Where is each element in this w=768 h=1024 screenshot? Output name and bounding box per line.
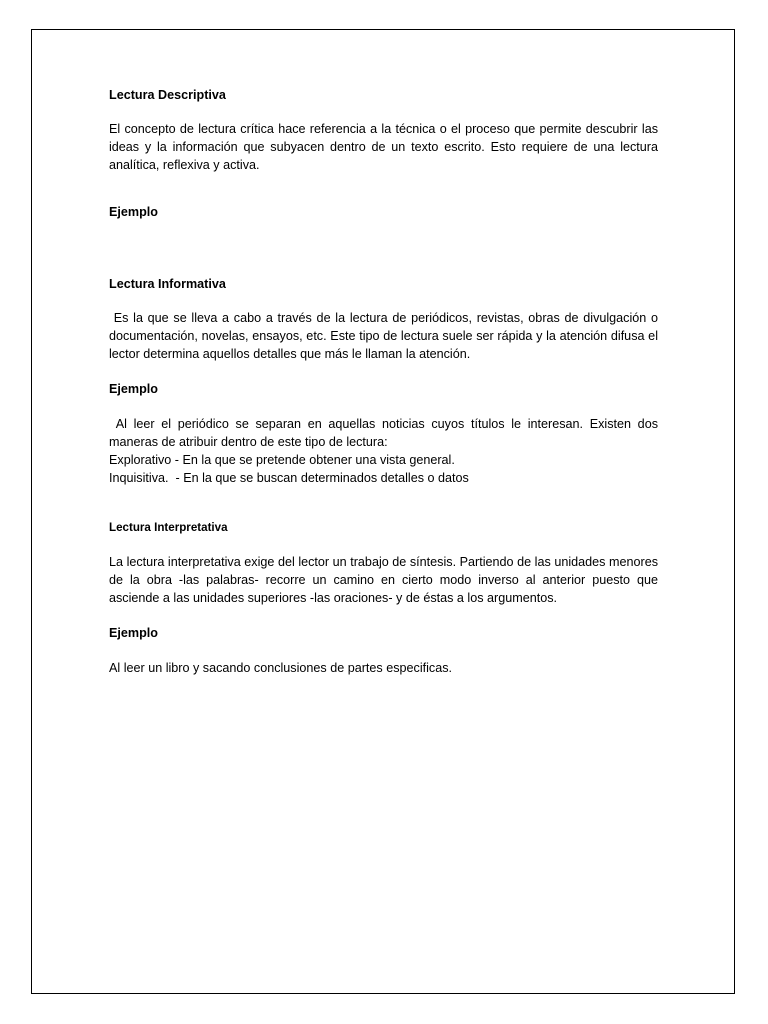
section-heading-descriptiva: Lectura Descriptiva	[109, 88, 226, 102]
section-paragraph-informativa: Es la que se lleva a cabo a través de la lectura de periódicos, revistas, obras de divulgación o documentación, novelas, ensayos, etc. Este tipo de lectura suele ser rápida y la atención difusa el lector determina aquellos detalles que más le llaman la atención.	[109, 311, 662, 361]
example-label-descriptiva: Ejemplo	[109, 205, 158, 219]
section-paragraph-interpretativa: La lectura interpretativa exige del lector un trabajo de síntesis. Partiendo de las unidades menores de la obra -las palabras- recorre un camino en cierto modo inverso al anterior puesto que asciende a las unidades superiores -las oraciones- y de éstas a los argumentos.	[109, 555, 658, 605]
example-label-informativa: Ejemplo	[109, 382, 158, 396]
example-label-interpretativa: Ejemplo	[109, 626, 158, 640]
example-line-explorativo: Explorativo - En la que se pretende obtener una vista general.	[109, 453, 455, 467]
document-body	[109, 86, 662, 677]
example-line-inquisitiva: Inquisitiva. - En la que se buscan determinados detalles o datos	[109, 471, 469, 485]
example-text-informativa: Al leer el periódico se separan en aquellas noticias cuyos títulos le interesan. Existen dos maneras de atribuir dentro de este tipo de lectura:	[109, 417, 662, 449]
section-heading-informativa: Lectura Informativa	[109, 277, 226, 291]
section-heading-interpretativa: Lectura Interpretativa	[109, 521, 228, 534]
example-text-interpretativa: Al leer un libro y sacando conclusiones de partes especificas.	[109, 661, 453, 675]
section-paragraph-descriptiva: El concepto de lectura crítica hace referencia a la técnica o el proceso que permite descubrir las ideas y la información que subyacen dentro de un texto escrito. Esto requiere de una lectura analítica, reflexiva y activa.	[109, 122, 658, 172]
